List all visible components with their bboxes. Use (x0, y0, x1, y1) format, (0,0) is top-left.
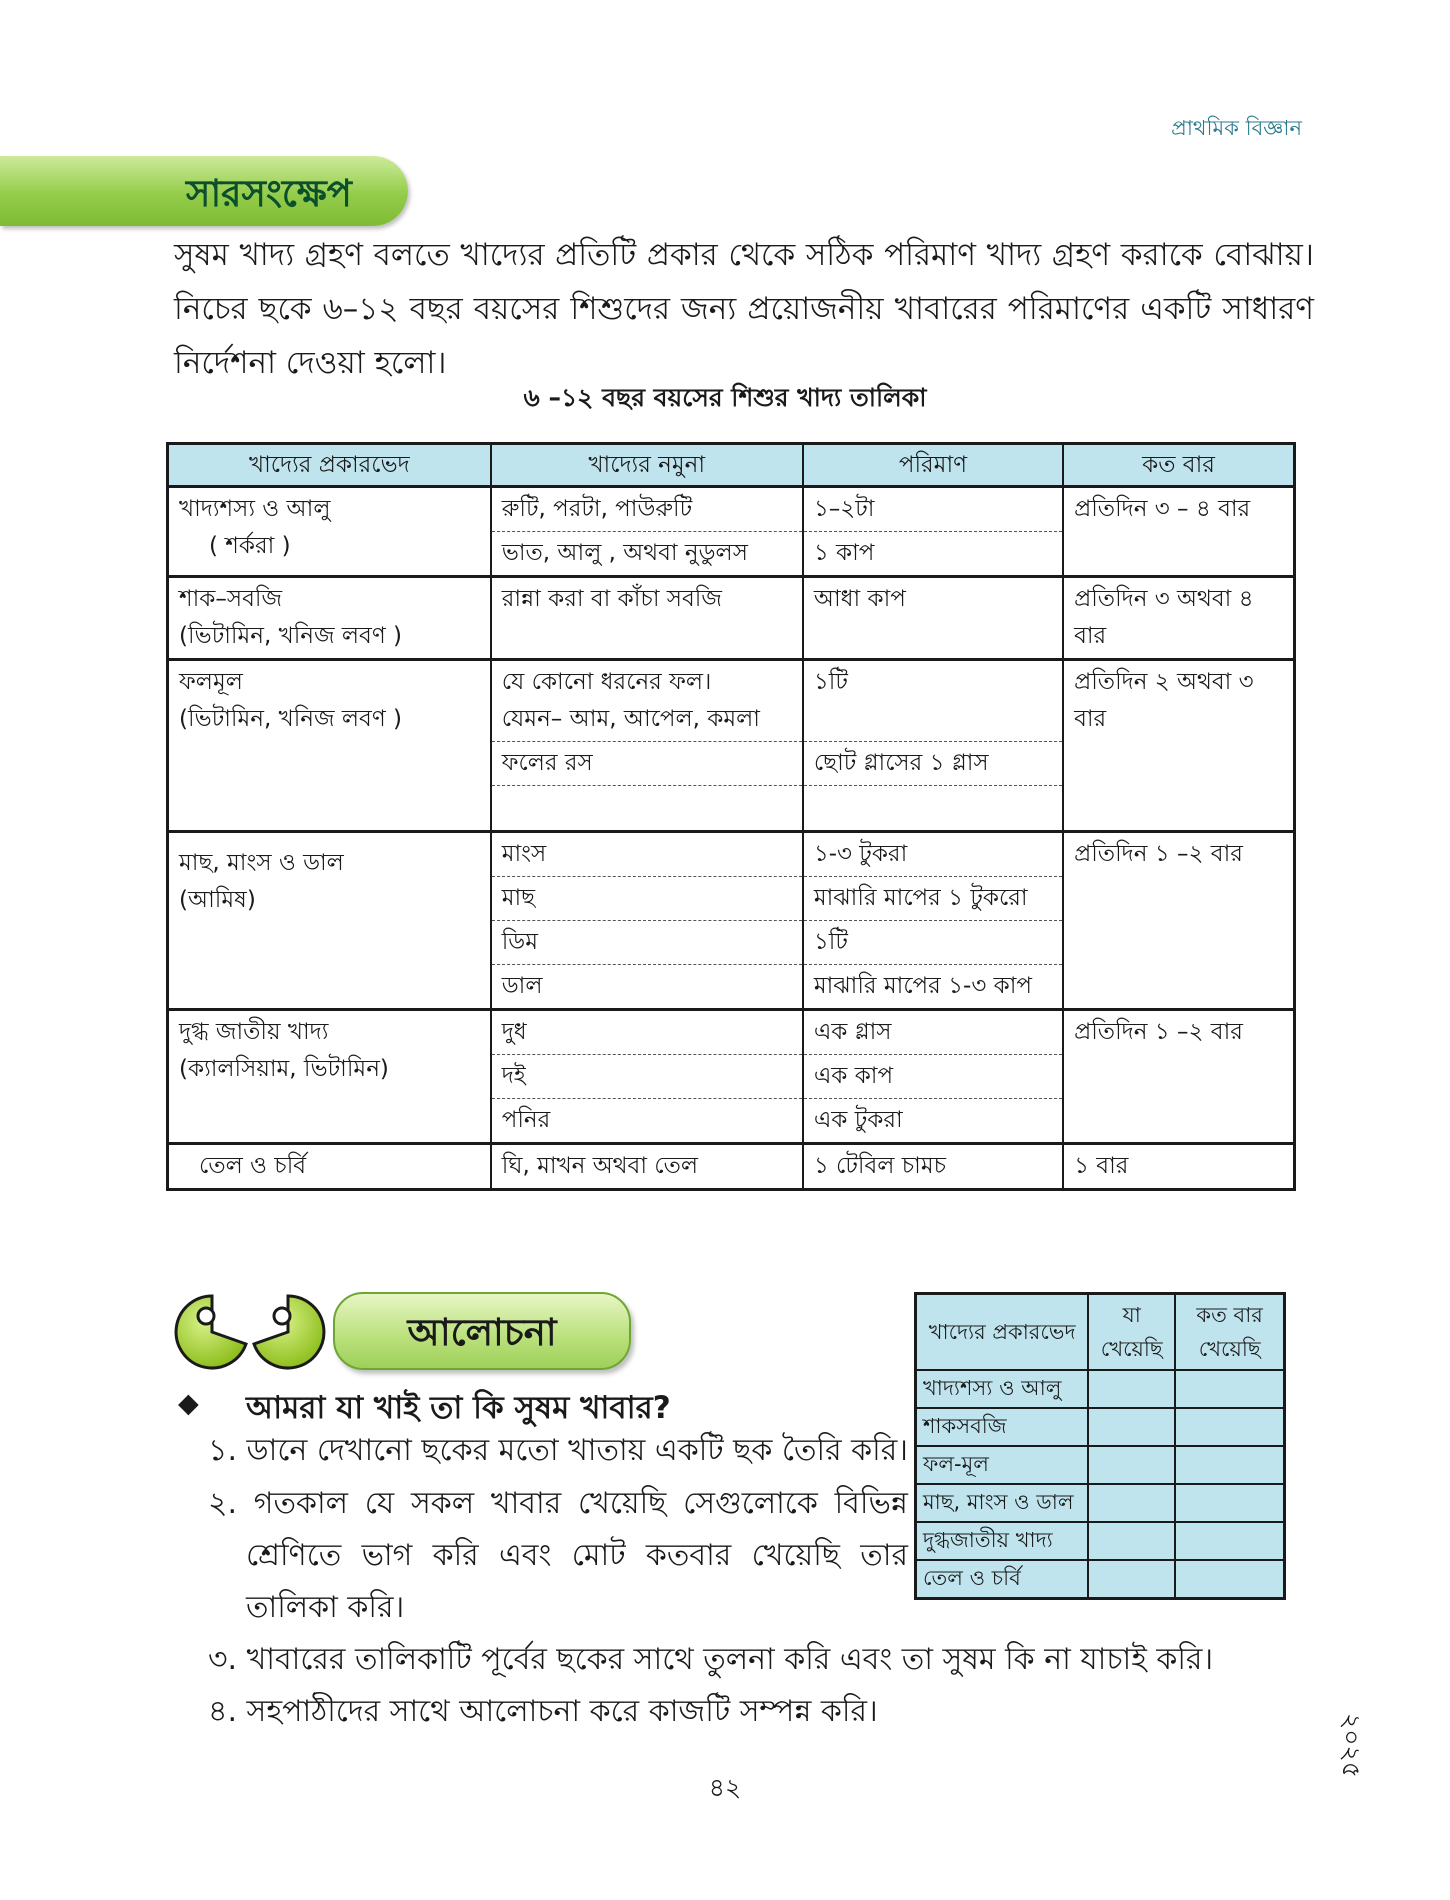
empty-cell (1088, 1522, 1175, 1560)
table-row (916, 1484, 1285, 1522)
word: যে (364, 1486, 395, 1521)
empty-cell (803, 786, 1063, 832)
amount-cell: এক গ্লাস (803, 1010, 1063, 1055)
food-type: খাদ্যশস্য ও আলু (179, 496, 331, 522)
empty-cell (1175, 1560, 1284, 1599)
food-type-sub: ( শর্করা ) (209, 533, 291, 559)
discussion-faces-icon (172, 1292, 328, 1376)
header-cell: কত বার খেয়েছি (1175, 1294, 1284, 1371)
empty-cell (1175, 1522, 1284, 1560)
sample-cell: মাছ (491, 877, 803, 921)
category-cell: খাদ্যশস্য ও আলু (916, 1370, 1089, 1408)
word: এবং (498, 1538, 552, 1573)
category-cell: তেল ও চর্বি (916, 1560, 1089, 1599)
table-row (168, 577, 1295, 660)
step-2-line (246, 1530, 908, 1582)
food-type-cell (168, 832, 491, 1010)
frequency-cell: প্রতিদিন ১ –২ বার (1063, 832, 1294, 1010)
empty-cell (1175, 1408, 1284, 1446)
sample-cell: ডিম (491, 921, 803, 965)
word: খাবার (490, 1486, 562, 1521)
category-cell: ফল-মূল (916, 1446, 1089, 1484)
food-type-sub: (ক্যালসিয়াম, ভিটামিন) (179, 1056, 389, 1082)
empty-cell (491, 786, 803, 832)
frequency-cell: প্রতিদিন ১ –২ বার (1063, 1010, 1294, 1144)
page-number: ৪২ (708, 1773, 742, 1802)
table-header-row (916, 1294, 1285, 1371)
word: বিভিন্ন (834, 1486, 908, 1521)
sample-cell: ঘি, মাখন অথবা তেল (491, 1144, 803, 1190)
summary-title: সারসংক্ষেপ (186, 172, 352, 215)
discussion-question: আমরা যা খাই তা কি সুষম খাবার? (246, 1390, 671, 1426)
table-row (168, 487, 1295, 532)
amount-cell: ১–২টা (803, 487, 1063, 532)
header-cell: খাদ্যের নমুনা (491, 444, 803, 487)
sample-cell: মাংস (491, 832, 803, 877)
word: তার (860, 1538, 908, 1573)
diamond-bullet-icon: ◆ (178, 1388, 199, 1419)
frequency-cell: প্রতিদিন ৩ অথবা ৪ বার (1063, 577, 1294, 660)
discussion-title: আলোচনা (407, 1311, 557, 1354)
empty-cell (1175, 1446, 1284, 1484)
sample-cell: রান্না করা বা কাঁচা সবজি (491, 577, 803, 660)
step-4: ৪. সহপাঠীদের সাথে আলোচনা করে কাজটি সম্পন্ন করি। (208, 1694, 878, 1729)
sample-cell (491, 660, 803, 742)
empty-cell (1088, 1446, 1175, 1484)
header-cell: যা খেয়েছি (1088, 1294, 1175, 1371)
sample-cell: রুটি, পরটা, পাউরুটি (491, 487, 803, 532)
sample-cell: পনির (491, 1099, 803, 1144)
category-cell: শাকসবজি (916, 1408, 1089, 1446)
amount-cell: আধা কাপ (803, 577, 1063, 660)
food-type: ফলমূল (179, 669, 243, 695)
sample-line: যেমন– আম, আপেল, কমলা (501, 706, 760, 732)
table-row (168, 1010, 1295, 1055)
self-check-table (914, 1292, 1286, 1600)
empty-cell (1088, 1408, 1175, 1446)
table-row (916, 1370, 1285, 1408)
book-title: প্রাথমিক বিজ্ঞান (1171, 116, 1302, 140)
food-type-cell: তেল ও চর্বি (168, 1144, 491, 1190)
year-label: ২০২৫ (1337, 1713, 1366, 1778)
food-type-sub: (ভিটামিন, খনিজ লবণ ) (179, 706, 403, 732)
word: খেয়েছি (577, 1486, 667, 1521)
table-row (916, 1408, 1285, 1446)
food-type-cell (168, 660, 491, 832)
empty-cell (1175, 1370, 1284, 1408)
word: মোট (571, 1538, 626, 1573)
step-2-end: তালিকা করি। (246, 1590, 405, 1625)
step-3: ৩. খাবারের তালিকাটি পূর্বের ছকের সাথে তুলনা করি এবং তা সুষম কি না যাচাই করি। (208, 1642, 1214, 1677)
table-row (168, 832, 1295, 877)
food-type-cell (168, 577, 491, 660)
sample-cell: ভাত, আলু , অথবা নুডুলস (491, 532, 803, 577)
food-type-cell (168, 487, 491, 577)
category-cell: মাছ, মাংস ও ডাল (916, 1484, 1089, 1522)
empty-cell (1088, 1370, 1175, 1408)
summary-paragraph: সুষম খাদ্য গ্রহণ বলতে খাদ্যের প্রতিটি প্রকার থেকে সঠিক পরিমাণ খাদ্য গ্রহণ করাকে বোঝায়। নিচের ছকে ৬–১২ বছর বয়সের শিশুদের জন্য প্রয়োজনীয় খাবারের পরিমাণের একটি সাধারণ নির্দেশনা দেওয়া হলো। (174, 237, 1314, 381)
table-row (168, 1144, 1295, 1190)
amount-cell: ১-৩ টুকরা (803, 832, 1063, 877)
category-cell: দুগ্ধজাতীয় খাদ্য (916, 1522, 1089, 1560)
header-cell: খাদ্যের প্রকারভেদ (168, 444, 491, 487)
food-table-title: ৬ –১২ বছর বয়সের শিশুর খাদ্য তালিকা (523, 383, 927, 412)
food-type: শাক–সবজি (179, 586, 283, 612)
amount-cell: এক টুকরা (803, 1099, 1063, 1144)
table-row (916, 1560, 1285, 1599)
word: সকল (410, 1486, 475, 1521)
frequency-cell: ১ বার (1063, 1144, 1294, 1190)
table-row (916, 1446, 1285, 1484)
frequency-cell: প্রতিদিন ২ অথবা ৩ বার (1063, 660, 1294, 832)
header-cell: খাদ্যের প্রকারভেদ (916, 1294, 1089, 1371)
word: করি (432, 1538, 479, 1573)
amount-cell: ১ কাপ (803, 532, 1063, 577)
step-2-continued (246, 1530, 908, 1582)
sample-cell: দই (491, 1055, 803, 1099)
amount-cell: মাঝারি মাপের ১ টুকরো (803, 877, 1063, 921)
sample-cell: ফলের রস (491, 742, 803, 786)
sample-cell: দুধ (491, 1010, 803, 1055)
food-type-sub: (ভিটামিন, খনিজ লবণ ) (179, 623, 403, 649)
amount-cell: মাঝারি মাপের ১-৩ কাপ (803, 965, 1063, 1010)
empty-cell (1088, 1484, 1175, 1522)
word: শ্রেণিতে (246, 1538, 342, 1573)
word: খেয়েছি (751, 1538, 840, 1573)
amount-cell: ১টি (803, 660, 1063, 742)
table-row (916, 1522, 1285, 1560)
food-chart-table (166, 442, 1296, 1191)
step-1: ১. ডানে দেখানো ছকের মতো খাতায় একটি ছক তৈরি করি। (208, 1433, 908, 1468)
empty-cell (1088, 1560, 1175, 1599)
word: ২. (208, 1486, 238, 1521)
frequency-cell: প্রতিদিন ৩ – ৪ বার (1063, 487, 1294, 577)
header-cell: পরিমাণ (803, 444, 1063, 487)
word: কতবার (645, 1538, 732, 1573)
empty-cell (1175, 1484, 1284, 1522)
sample-line: যে কোনো ধরনের ফল। (501, 669, 712, 695)
food-type: দুগ্ধ জাতীয় খাদ্য (179, 1019, 329, 1045)
food-type-sub: (আমিষ) (179, 887, 256, 913)
word: ভাগ (361, 1538, 413, 1573)
step-2-line (208, 1478, 908, 1530)
amount-cell: ছোট গ্লাসের ১ গ্লাস (803, 742, 1063, 786)
step-2 (208, 1478, 908, 1530)
amount-cell: ১টি (803, 921, 1063, 965)
table-row (168, 660, 1295, 742)
table-header-row (168, 444, 1295, 487)
sample-cell: ডাল (491, 965, 803, 1010)
amount-cell: ১ টেবিল চামচ (803, 1144, 1063, 1190)
food-type-cell (168, 1010, 491, 1144)
amount-cell: এক কাপ (803, 1055, 1063, 1099)
word: গতকাল (253, 1486, 349, 1521)
food-type: মাছ, মাংস ও ডাল (179, 850, 344, 876)
header-cell: কত বার (1063, 444, 1294, 487)
word: সেগুলোকে (683, 1486, 818, 1521)
